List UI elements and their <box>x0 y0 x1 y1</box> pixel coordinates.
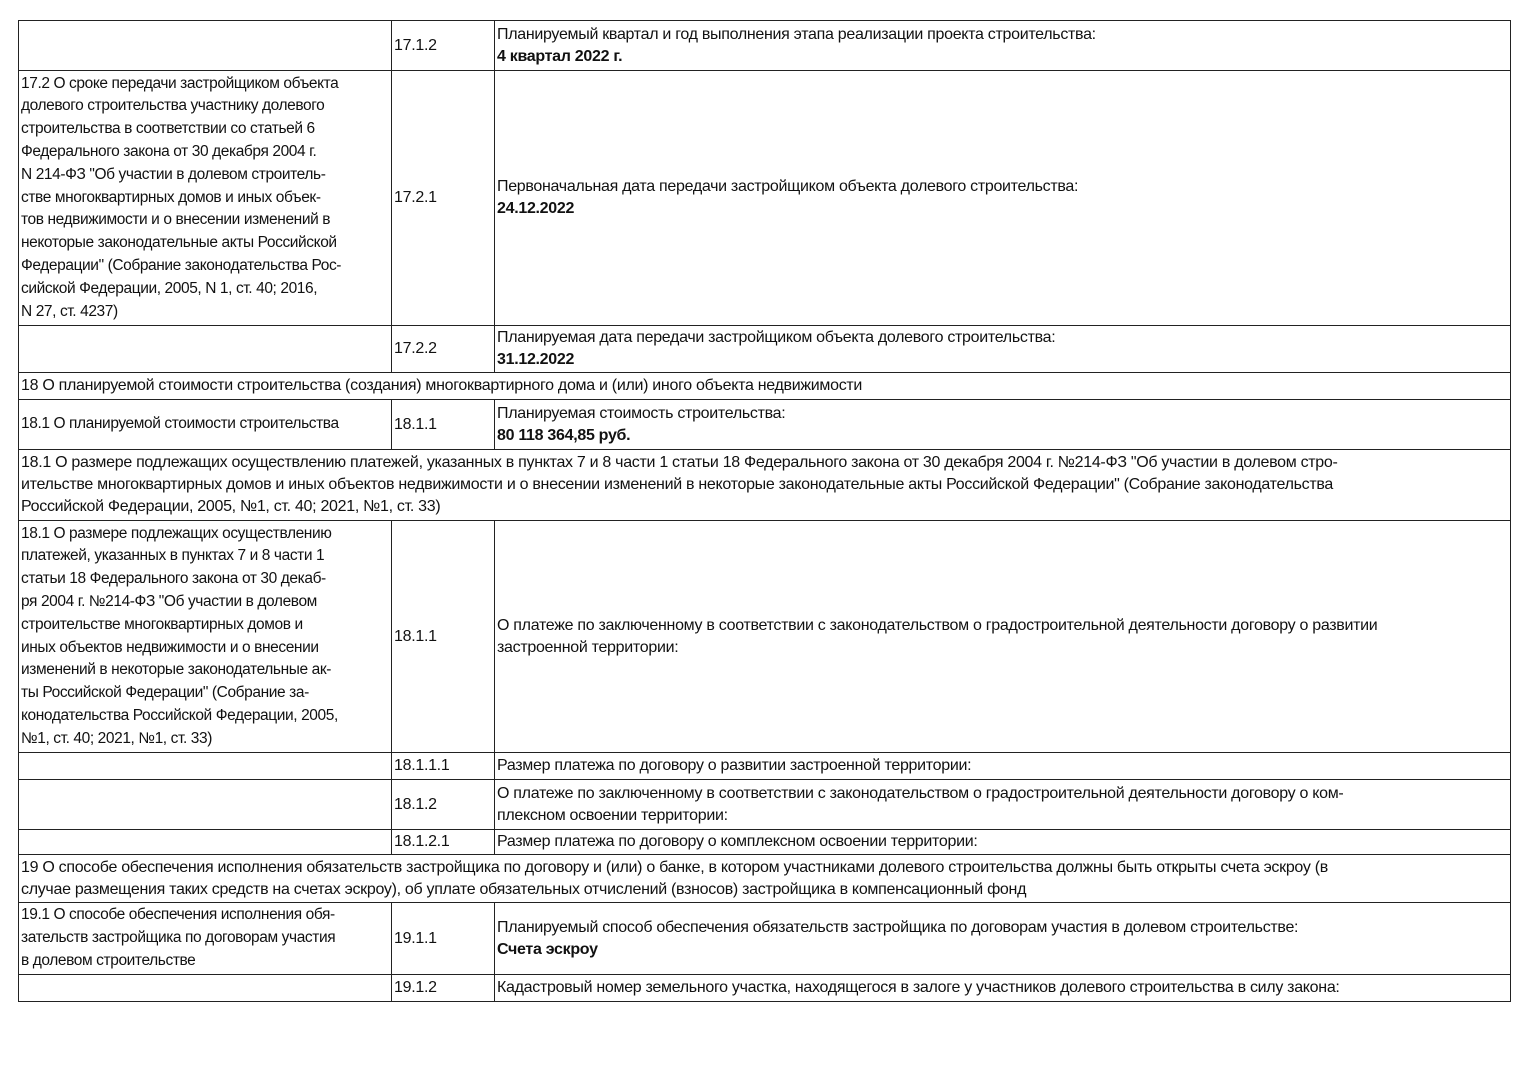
item-cell <box>495 521 1511 753</box>
item-cell <box>495 780 1511 830</box>
item-label: Планируемая дата передачи застройщиком объекта долевого строительства: <box>497 329 1056 346</box>
item-cell <box>495 903 1511 975</box>
item-label: О платеже по заключенному в соответствии с законодательством о градостроительной деятельности договору о ком- плексном освоении территории: <box>497 784 1344 824</box>
section-cell <box>19 753 392 780</box>
item-label: Планируемый квартал и год выполнения этапа реализации проекта строительства: <box>497 25 1096 43</box>
section-heading: 18 О планируемой стоимости строительства (создания) многоквартирного дома и (или) иного объекта недвижимости <box>19 373 1511 400</box>
table-row <box>19 903 1511 975</box>
section-cell <box>19 830 392 855</box>
item-code: 19.1.1 <box>392 903 495 975</box>
item-cell <box>495 71 1511 326</box>
item-cell <box>495 975 1511 1002</box>
section-heading-row <box>19 373 1511 400</box>
section-cell: 18.1 О планируемой стоимости строительства <box>19 400 392 450</box>
section-cell <box>19 326 392 373</box>
item-code: 17.1.2 <box>392 21 495 71</box>
table-row <box>19 780 1511 830</box>
table-row <box>19 326 1511 373</box>
item-value: 31.12.2022 <box>497 351 575 368</box>
table-row <box>19 21 1511 71</box>
item-label: Планируемая стоимость строительства: <box>497 404 786 422</box>
table-row <box>19 71 1511 326</box>
table-row <box>19 975 1511 1002</box>
item-value: Счета эскроу <box>497 940 598 958</box>
item-label: Размер платежа по договору о развитии застроенной территории: <box>497 757 972 774</box>
item-label: О платеже по заключенному в соответствии с законодательством о градостроительной деятельности договору о развитии застроенной территории: <box>497 616 1378 656</box>
section-cell <box>19 975 392 1002</box>
item-label: Планируемый способ обеспечения обязательств застройщика по договорам участия в долевом строительстве: <box>497 918 1299 936</box>
item-cell <box>495 830 1511 855</box>
item-code: 17.2.2 <box>392 326 495 373</box>
table-row <box>19 400 1511 450</box>
section-cell: 17.2 О сроке передачи застройщиком объекта долевого строительства участнику долевого строительства в соответствии со статьей 6 Федерального закона от 30 декабря 2004 г. N 214-ФЗ "Об участии в долевом строитель- стве многоквартирных домов и иных объек- тов недвижимости и о внесении изменений в некоторые законодательные акты Российской Федерации" (Собрание законодательства Рос- сийской Федерации, 2005, N 1, ст. 40; 2016, N 27, ст. 4237) <box>19 71 392 326</box>
disclosure-table <box>18 20 1511 1002</box>
item-code: 18.1.1.1 <box>392 753 495 780</box>
table-row <box>19 521 1511 753</box>
item-label: Первоначальная дата передачи застройщиком объекта долевого строительства: <box>497 178 1079 195</box>
section-heading-row <box>19 855 1511 903</box>
item-label: Кадастровый номер земельного участка, находящегося в залоге у участников долевого строительства в силу закона: <box>497 979 1340 996</box>
item-cell <box>495 21 1511 71</box>
section-cell <box>19 780 392 830</box>
item-code: 18.1.2.1 <box>392 830 495 855</box>
table-row <box>19 753 1511 780</box>
item-label: Размер платежа по договору о комплексном освоении территории: <box>497 833 978 850</box>
item-code: 18.1.1 <box>392 521 495 753</box>
item-value: 4 квартал 2022 г. <box>497 47 623 65</box>
section-cell: 18.1 О размере подлежащих осуществлению платежей, указанных в пунктах 7 и 8 части 1 статьи 18 Федерального закона от 30 декаб- ря 2004 г. №214-ФЗ "Об участии в долевом строительстве многоквартирных домов и иных объектов недвижимости и о внесении изменений в некоторые законодательные ак- ты Российской Федерации" (Собрание за- конодательства Российской Федерации, 2005, №1, ст. 40; 2021, №1, ст. 33) <box>19 521 392 753</box>
item-value: 80 118 364,85 руб. <box>497 426 631 444</box>
item-code: 18.1.1 <box>392 400 495 450</box>
table-row <box>19 830 1511 855</box>
section-cell <box>19 21 392 71</box>
section-heading: 18.1 О размере подлежащих осуществлению платежей, указанных в пунктах 7 и 8 части 1 статьи 18 Федерального закона от 30 декабря 2004 г. №214-ФЗ "Об участии в долевом стро- ительстве многоквартирных домов и иных объектов недвижимости и о внесении изменений в некоторые законодательные акты Российской Федерации" (Собрание законодательства Российской Федерации, 2005, №1, ст. 40; 2021, №1, ст. 33) <box>19 450 1511 521</box>
section-heading: 19 О способе обеспечения исполнения обязательств застройщика по договору и (или) о банке, в котором участниками долевого строительства должны быть открыты счета эскроу (в случае размещения таких средств на счетах эскроу), об уплате обязательных отчислений (взносов) застройщика в компенсационный фонд <box>19 855 1511 903</box>
section-heading-row <box>19 450 1511 521</box>
item-code: 18.1.2 <box>392 780 495 830</box>
item-code: 19.1.2 <box>392 975 495 1002</box>
item-cell <box>495 400 1511 450</box>
item-cell <box>495 326 1511 373</box>
item-cell <box>495 753 1511 780</box>
item-code: 17.2.1 <box>392 71 495 326</box>
item-value: 24.12.2022 <box>497 200 575 217</box>
section-cell: 19.1 О способе обеспечения исполнения обя- зательств застройщика по договорам участия в долевом строительстве <box>19 903 392 975</box>
